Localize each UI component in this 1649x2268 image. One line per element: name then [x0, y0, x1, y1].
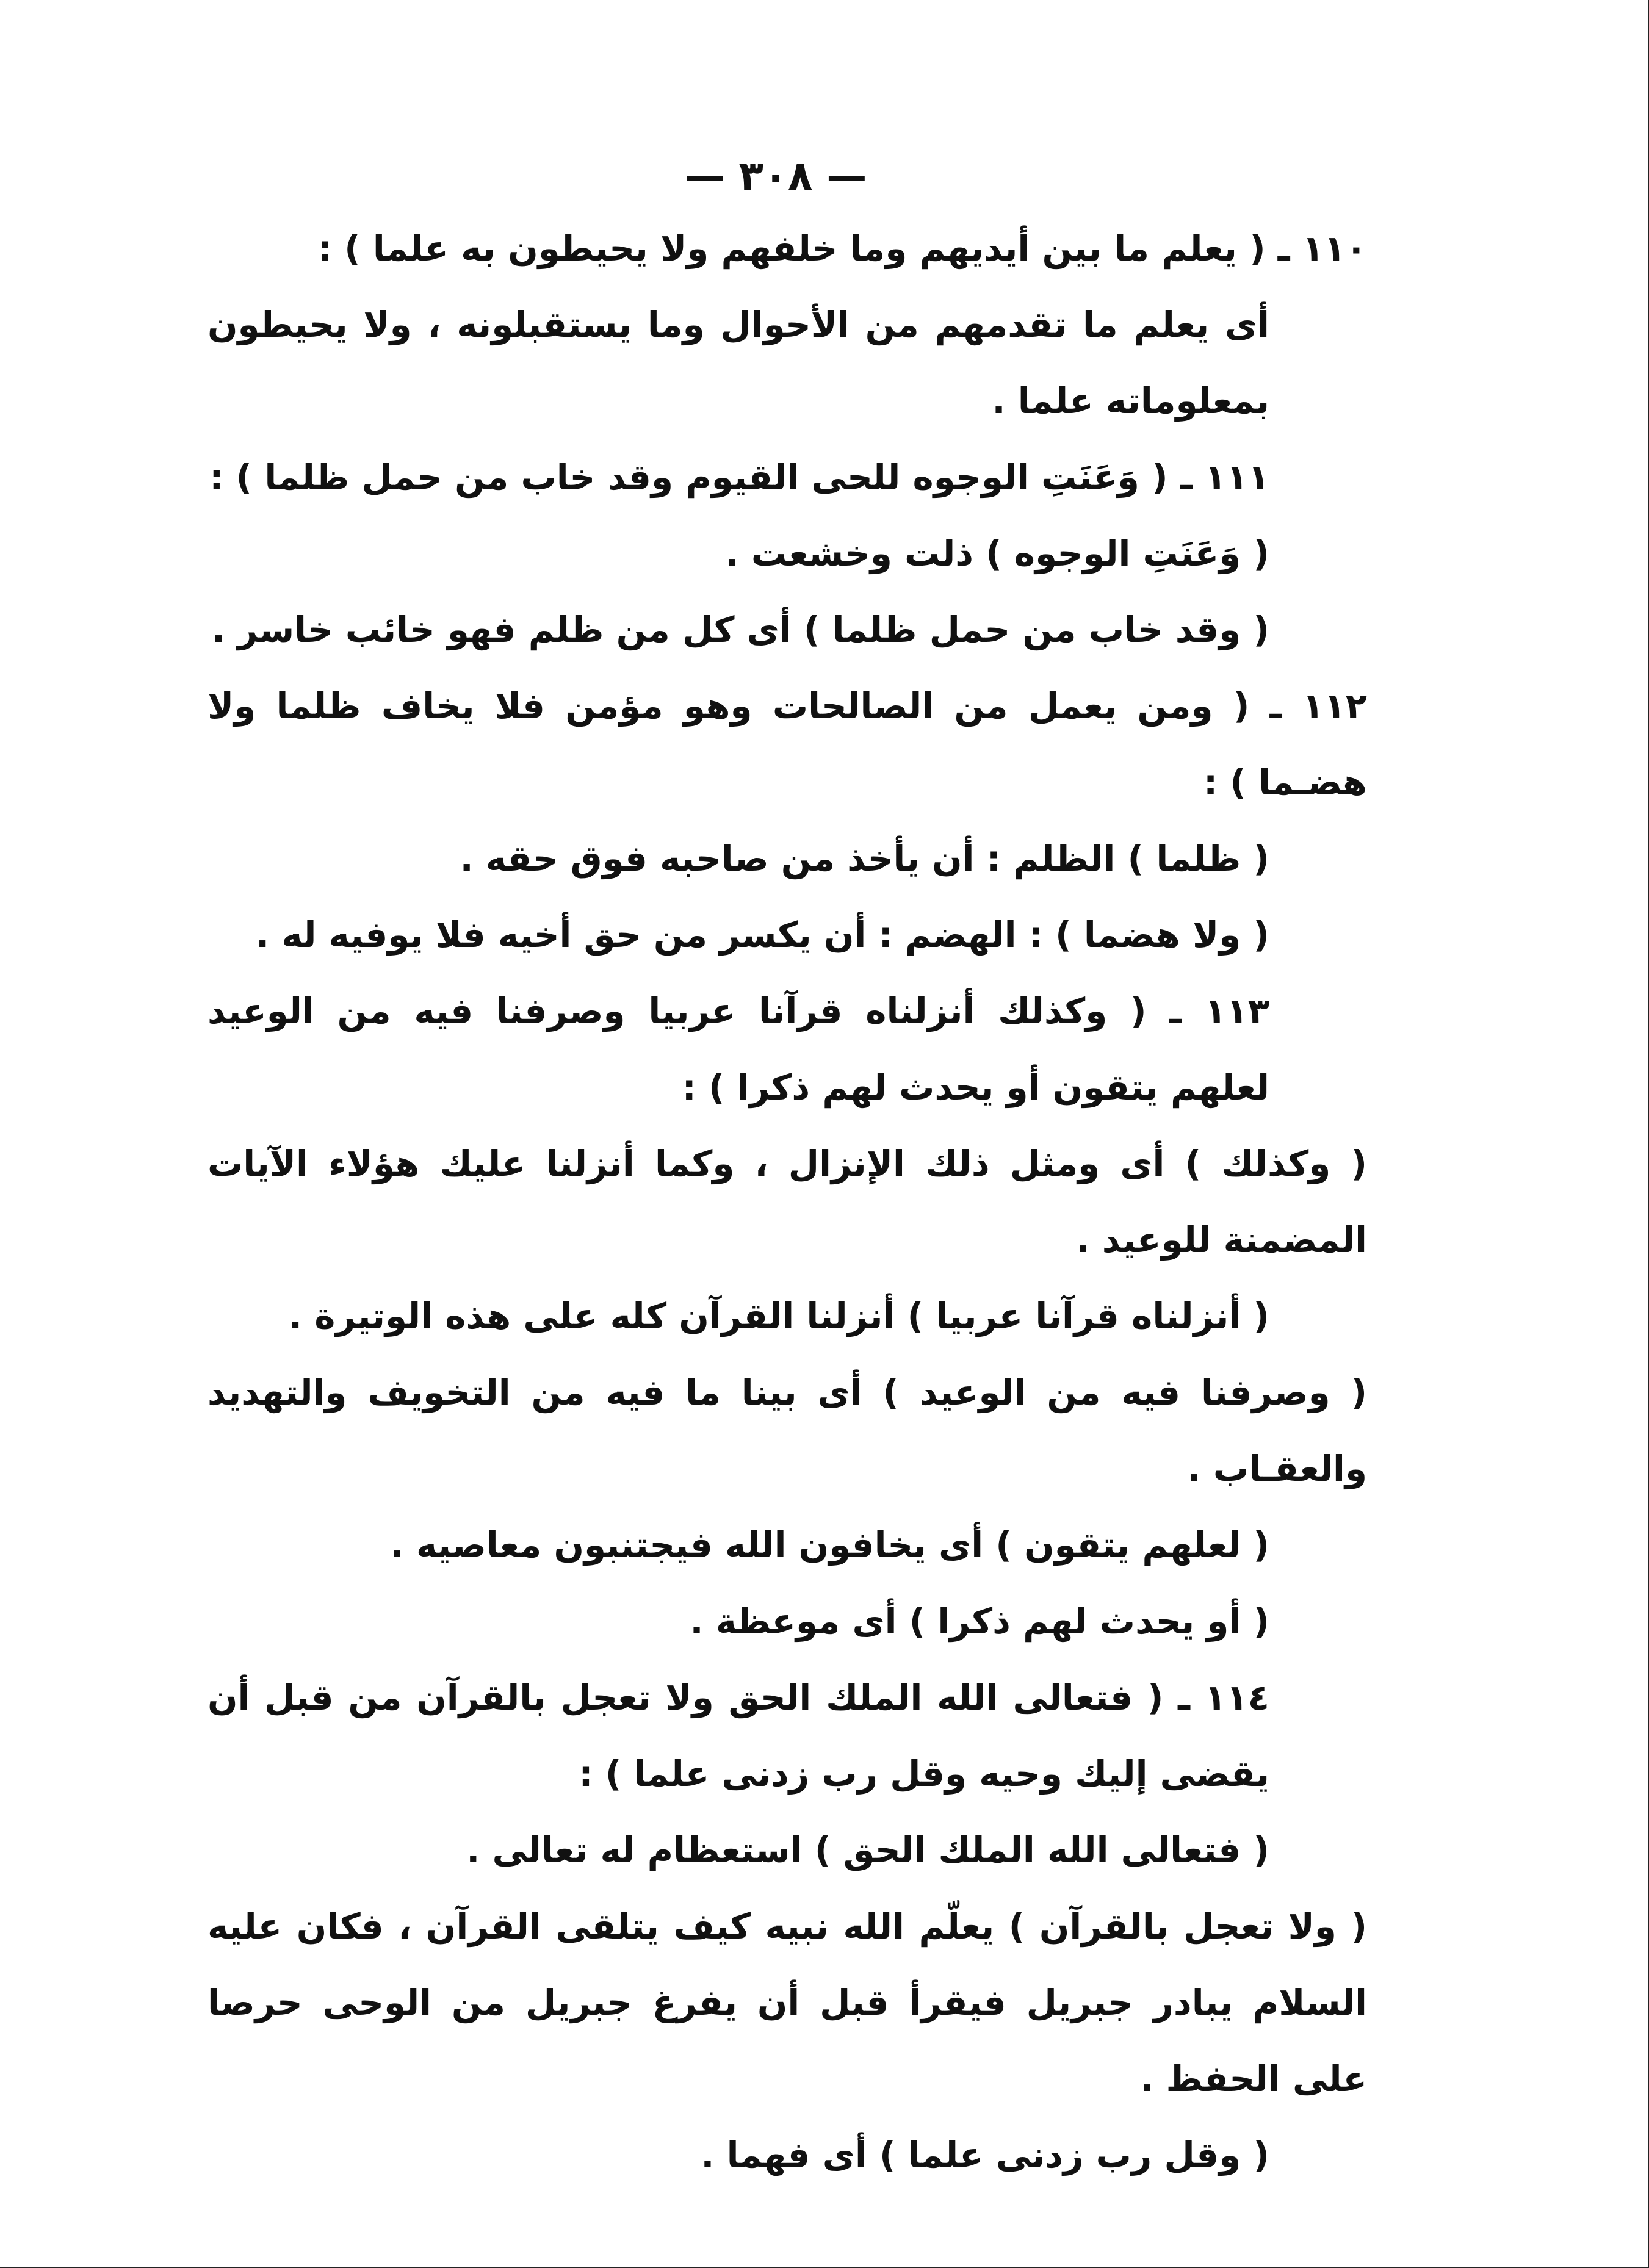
verse-113-gloss-1: ( وكذلك ) أى ومثل ذلك الإنزال ، وكما أنزلنا عليك هؤلاء الآيات المضمنة للوعيد .: [207, 1143, 1367, 1261]
verse-112-gloss-2: ( ولا هضما ) : الهضم : أن يكسر من حق أخيه فلا يوفيه له .: [256, 914, 1269, 956]
verse-111-gloss-2: ( وقد خاب من حمل ظلما ) أى كل من ظلم فهو خائب خاسر .: [211, 609, 1269, 650]
verse-114-gloss-2: ( ولا تعجل بالقرآن ) يعلّم الله نبيه كيف يتلقى القرآن ، فكان عليه السلام يبادر جبريل فيقرأ قبل أن يفرغ جبريل من الوحى حرصا على الحفظ .: [207, 1906, 1367, 2100]
verse-114-gloss-3: ( وقل رب زدنى علما ) أى فهما .: [701, 2134, 1269, 2176]
verse-112-gloss-1: ( ظلما ) الظلم : أن يأخذ من صاحبه فوق حقه .: [460, 838, 1269, 879]
verse-110-heading: ١١٠ ـ ( يعلم ما بين أيديهم وما خلفهم ولا يحيطون به علما ) :: [317, 228, 1367, 269]
verse-114-heading: ١١٤ ـ ( فتعالى الله الملك الحق ولا تعجل بالقرآن من قبل أن يقضى إليك وحيه وقل رب زدنى علما ) :: [207, 1677, 1269, 1795]
verse-113-heading: ١١٣ ـ ( وكذلك أنزلناه قرآنا عربيا وصرفنا فيه من الوعيد لعلهم يتقون أو يحدث لهم ذكرا ) :: [207, 990, 1269, 1108]
verse-110-explanation: أى يعلم ما تقدمهم من الأحوال وما يستقبلونه ، ولا يحيطون بمعلوماته علما .: [207, 304, 1269, 422]
verse-111-gloss-1: ( وَعَنَتِ الوجوه ) ذلت وخشعت .: [725, 533, 1269, 574]
page-number: — ٣٠٨ —: [684, 153, 867, 200]
verse-112-heading: ١١٢ ـ ( ومن يعمل من الصالحات وهو مؤمن فلا يخاف ظلما ولا هضـما ) :: [207, 685, 1367, 803]
verse-113-gloss-5: ( أو يحدث لهم ذكرا ) أى موعظة .: [690, 1600, 1269, 1642]
verse-113-gloss-3: ( وصرفنا فيه من الوعيد ) أى بينا ما فيه من التخويف والتهديد والعقـاب .: [207, 1372, 1367, 1489]
verse-113-gloss-4: ( لعلهم يتقون ) أى يخافون الله فيجتنبون معاصيه .: [390, 1524, 1269, 1566]
verse-111-heading: ١١١ ـ ( وَعَنَتِ الوجوه للحى القيوم وقد خاب من حمل ظلما ) :: [209, 456, 1269, 498]
tafsir-text-block: [207, 211, 1367, 2194]
verse-113-gloss-2: ( أنزلناه قرآنا عربيا ) أنزلنا القرآن كله على هذه الوتيرة .: [289, 1295, 1269, 1337]
verse-114-gloss-1: ( فتعالى الله الملك الحق ) استعظام له تعالى .: [466, 1829, 1269, 1871]
